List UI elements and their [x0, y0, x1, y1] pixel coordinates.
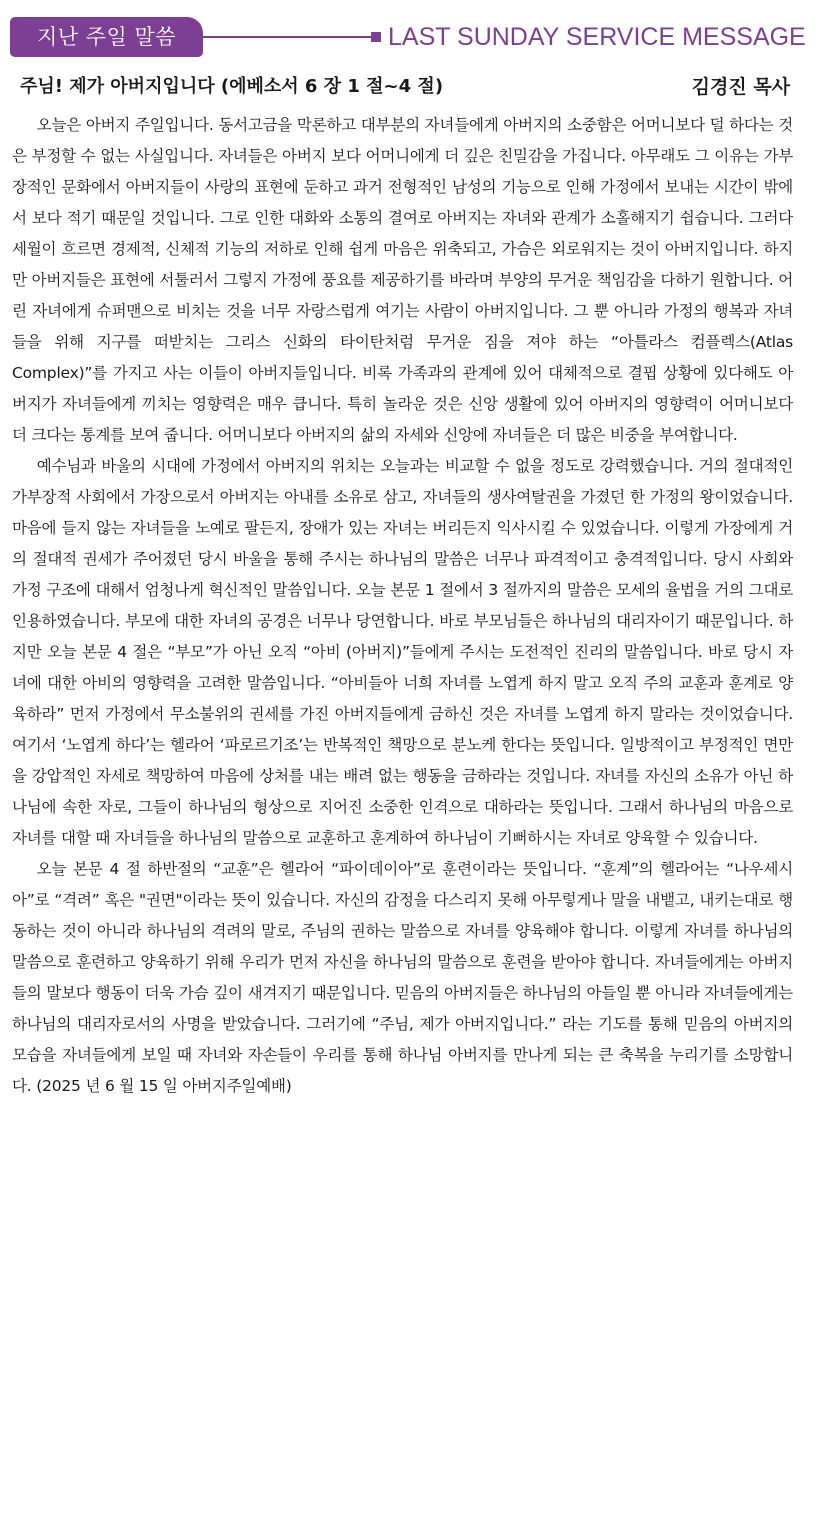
paragraph-1: 오늘은 아버지 주일입니다. 동서고금을 막론하고 대부분의 자녀들에게 아버지의 소중함은 어머니보다 덜 하다는 것은 부정할 수 없는 사실입니다. 자녀들은 아버지 보다 어머니에게 더 깊은 친밀감을 가집니다. 아무래도 그 이유는 가부장적인 문화에서 아버지들이 사랑의 표현에 둔하고 과거 전형적인 남성의 기능으로 인해 가정에서 보내는 시간이 밖에서 보다 적기 때문일 것입니다. 그로 인한 대화와 소통의 결여로 아버지는 자녀와 관계가 소홀해지기 쉽습니다. 그러다 세월이 흐르면 경제적, 신체적 기능의 저하로 인해 쉽게 마음은 위축되고, 가슴은 외로워지는 것이 아버지입니다. 하지만 아버지들은 표현에 서툴러서 그렇지 가정에 풍요를 제공하기를 바라며 부양의 무거운 책임감을 다하기 원합니다. 어린 자녀에게 슈퍼맨으로 비치는 것을 너무 자랑스럽게 여기는 사람이 아버지입니다. 그 뿐 아니라 가정의 행복과 자녀들을 위해 지구를 떠받치는 그리스 신화의 타이탄처럼 무거운 짐을 져야 하는 “아틀라스 컴플렉스(Atlas Complex)”를 가지고 사는 이들이 아버지들입니다. 비록 가족과의 관계에 있어 대체적으로 결핍 상황에 있다해도 아버지가 자녀들에게 끼치는 영향력은 매우 큽니다. 특히 놀라운 것은 신앙 생활에 있어 아버지의 영향력이 어머니보다 더 크다는 통계를 보여 줍니다. 어머니보다 아버지의 삶의 자세와 신앙에 자녀들은 더 많은 비중을 부여합니다.: [12, 116, 793, 444]
header-divider-square: [371, 32, 381, 42]
section-header: [0, 0, 818, 60]
sermon-title: 주님! 제가 아버지입니다 (에베소서 6 장 1 절~4 절): [20, 76, 444, 97]
section-badge: 지난 주일 말씀: [10, 17, 203, 57]
english-section-title: LAST SUNDAY SERVICE MESSAGE: [388, 23, 806, 51]
paragraph-2: 예수님과 바울의 시대에 가정에서 아버지의 위치는 오늘과는 비교할 수 없을 정도로 강력했습니다. 거의 절대적인 가부장적 사회에서 가장으로서 아버지는 아내를 소유로 삼고, 자녀들의 생사여탈권을 가졌던 한 가정의 왕이었습니다. 마음에 들지 않는 자녀들을 노예로 팔든지, 장애가 있는 자녀는 버리든지 익사시킬 수 있었습니다. 이렇게 가장에게 거의 절대적 권세가 주어졌던 당시 바울을 통해 주시는 하나님의 말씀은 너무나 파격적이고 충격적입니다. 당시 사회와 가정 구조에 대해서 엄청나게 혁신적인 말씀입니다. 오늘 본문 1 절에서 3 절까지의 말씀은 모세의 율법을 거의 그대로 인용하였습니다. 부모에 대한 자녀의 공경은 너무나 당연합니다. 바로 부모님들은 하나님의 대리자이기 때문입니다. 하지만 오늘 본문 4 절은 “부모”가 아닌 오직 “아비 (아버지)”들에게 주시는 도전적인 진리의 말씀입니다. 바로 당시 자녀에 대한 아비의 영향력을 고려한 말씀입니다. “아비들아 너희 자녀를 노엽게 하지 말고 오직 주의 교훈과 훈계로 양육하라” 먼저 가정에서 무소불위의 권세를 가진 아버지들에게 금하신 것은 자녀를 노엽게 하지 말라는 것이었습니다. 여기서 ‘노엽게 하다’는 헬라어 ‘파로르기조’는 반복적인 책망으로 분노케 한다는 뜻입니다. 일방적이고 부정적인 면만을 강압적인 자세로 책망하여 마음에 상처를 내는 배려 없는 행동을 금하라는 것입니다. 자녀를 자신의 소유가 아닌 하나님에 속한 자로, 그들이 하나님의 형상으로 지어진 소중한 인격으로 대하라는 뜻입니다. 그래서 하나님의 마음으로 자녀를 대할 때 자녀들을 하나님의 말씀으로 교훈하고 훈계하여 하나님이 기뻐하시는 자녀로 양육할 수 있습니다.: [12, 457, 793, 847]
header-divider-line: [203, 36, 373, 38]
sermon-body: [12, 110, 793, 1102]
paragraph-3: 오늘 본문 4 절 하반절의 “교훈”은 헬라어 “파이데이아”로 훈련이라는 뜻입니다. “훈계”의 헬라어는 “나우세시아”로 “격려” 혹은 "권면"이라는 뜻이 있습니다. 자신의 감정을 다스리지 못해 아무렇게나 말을 내뱉고, 내키는대로 행동하는 것이 아니라 하나님의 격려의 말로, 주님의 권하는 말씀으로 자녀를 양육해야 합니다. 이렇게 자녀를 하나님의 말씀으로 훈련하고 양육하기 위해 우리가 먼저 자신을 하나님의 말씀으로 훈련을 받아야 합니다. 자녀들에게는 아버지들의 말보다 행동이 더욱 가슴 깊이 새겨지기 때문입니다. 믿음의 아버지들은 하나님의 아들일 뿐 아니라 자녀들에게는 하나님의 대리자로서의 사명을 받았습니다. 그러기에 “주님, 제가 아버지입니다.” 라는 기도를 통해 믿음의 아버지의 모습을 자녀들에게 보일 때 자녀와 자손들이 우리를 통해 하나님 아버지를 만나게 되는 큰 축복을 누리기를 소망합니다. (2025 년 6 월 15 일 아버지주일예배): [12, 860, 793, 1095]
pastor-name: 김경진 목사: [691, 76, 790, 98]
sermon-title-row: [20, 70, 790, 104]
